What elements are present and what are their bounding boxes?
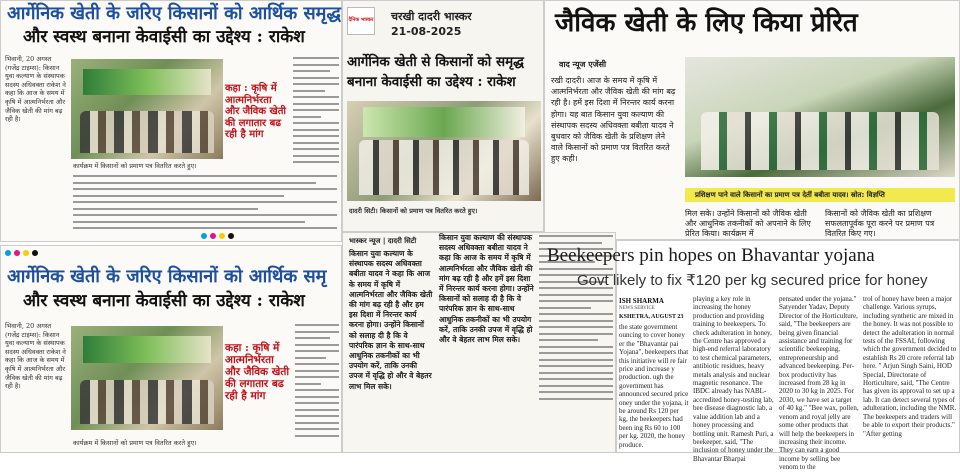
clip2-headline-line1: आर्गेनिक खेती से किसानों को समृद्ध (347, 54, 524, 70)
clip1-subhead-line3: और जैविक खेती (225, 106, 287, 117)
clip1-subhead-line1: कहा : कृषि में (225, 83, 277, 94)
clip6-service: NEWS SERVICE (619, 306, 655, 311)
clip1-subhead-line5: रही है मांग (225, 129, 264, 140)
news-clip-3 (544, 0, 960, 240)
clip2-edition: चरखी दादरी भास्कर (391, 10, 472, 23)
clip4-headline-line1: आर्गेनिक खेती के जरिए किसानों को आर्थिक समृ (7, 266, 327, 287)
clip4-right-column (295, 324, 339, 450)
clip2-body: किसान युवा कल्याण के संस्थापक सदस्य अधिवक्ता बबीता यादव ने कहा कि आज के समय में कृषि में आत्मनिर्भरता और जैविक खेती की मांग बढ़ रही है और हम इस दिशा में निरन्तर कार्य करना होगा। उन्होंने किसानों को सलाह दी है कि वे पारंपरिक ज्ञान के साथ-साथ आधुनिक तकनीकों का भी उपयोग करें, ताकि उनकी उपज में वृद्धि हो और वे बेहतर लाभ मिल सके। (349, 249, 433, 391)
clip5-right-edge (539, 235, 613, 449)
clip4-subhead-line4: की लगातार बढ (225, 378, 284, 391)
clip4-color-dots-left (5, 250, 38, 256)
clip4-headline-line2: और स्वस्थ बनाना केवाईसी का उद्देश्य : राकेश (23, 291, 305, 311)
clip4-subhead-line5: रही है मांग (225, 390, 266, 403)
clip6-col1: the state government ouncing to cover honey er the "Bhavantar pai Yojana", beekeepers that this initiative will re fair price and increase y production. ugh the government has announced secured price oney under the yojana, it be around Rs 120 per kg, the beekeepers had been ing Rs 60 to 100 per kg. 2020, the honey produce. (619, 323, 689, 449)
clip2-headline-line2: बनाना केवाईसी का उद्देश्य : राकेश (347, 74, 516, 90)
clip3-byline: वाद न्यूज एजेंसी (559, 60, 607, 69)
clip3-body: रखी दादरी। आज के समय में कृषि में आत्मनिर्भरता और जैविक खेती की मांग बढ़ रही है। हमें इस दिशा में निरन्तर कार्य करना होगा। यह बात किसान युवा कल्याण की संस्थापक सदस्य अधिवक्ता बबीता यादव ने बुधवार को जैविक खेती के प्रशिक्षण लेने वाले किसानों को प्रमाण पत्र वितरित करते हुए कही। (551, 76, 676, 164)
clip3-headline: जैविक खेती के लिए किया प्रेरित (555, 8, 858, 38)
clip4-subhead-line2: आत्मनिर्भरता (225, 354, 274, 367)
clip2-byline: भास्कर न्यूज | दादरी सिटी (349, 237, 417, 245)
clip1-subhead-box (225, 83, 291, 141)
clip1-right-column (293, 57, 339, 173)
news-clip-6 (547, 240, 960, 472)
clip1-text-columns (73, 175, 337, 235)
clip1-photo (71, 59, 223, 159)
clip4-caption: कार्यक्रम में किसानों को प्रमाण पत्र वितरित करते हुए। (73, 439, 197, 447)
clip6-col4: trol of honey have been a major challenge. Various syrups, including synthetic are mixed in the honey. It was not possible to detect the adulteration in normal tests of the FSSAI, following which the government decided to establish Rs 20 crore referral lab here. " Arjun Singh Saini, HOD Special, Directorate of Horticulture, said, "The Centre has given its approval to set up a lab. It can detect several types of adulteration, including the NMR. The beekeepers and traders will be able to export their products." "After getting (863, 295, 957, 438)
clip2-caption: दादरी सिटी। किसानों को प्रमाण पत्र वितरित करते हुए। (349, 207, 478, 215)
clip4-intro-column: भिवानी, 20 अगस्त (गजेंद्र टाइम्स): किसान युवा कल्याण के संस्थापक सदस्य अधिवक्ता राकेश ने कहा कि आज के समय में कृषि में आत्मनिर्भरता और जैविक खेती की मांग बढ़ रही है। (5, 322, 66, 391)
clip4-photo (71, 326, 223, 430)
clip3-col2: किसानों को जैविक खेती का प्रशिक्षण सफलतापूर्वक पूरा करने पर प्रमाण पत्र वितरित किए गए। (825, 209, 935, 238)
clip6-dateline: KSHETRA, AUGUST 23 (619, 314, 684, 320)
dainik-bhaskar-logo (347, 7, 375, 35)
clip5-body: किसान युवा कल्याण की संस्थापक सदस्य अधिवक्ता बबीता यादव ने कहा कि आज के समय में कृषि में आत्मनिर्भरता और जैविक खेती की मांग बढ़ रही है और हमें इस दिशा में निरन्तर कार्य करना होगा। उन्होंने किसानों को सलाह दी है कि वे पारंपरिक ज्ञान के साथ-साथ आधुनिक तकनीकों का भी उपयोग करें, ताकि उनकी उपज में वृद्धि हो और वे बेहतर लाभ मिल सके। (439, 233, 534, 345)
clip6-headline: Beekeepers pin hopes on Bhavantar yojana (547, 245, 875, 266)
clip3-photo (685, 57, 955, 177)
clip6-byline: ISH SHARMA (619, 297, 664, 305)
clip1-headline-line2: और स्वस्थ बनाना केवाईसी का उद्देश्य : राकेश (23, 27, 305, 47)
clip3-caption-bar (685, 188, 955, 202)
clip1-intro-column: भिवानी, 20 अगस्त (गजेंद्र टाइम्स): किसान युवा कल्याण के संस्थापक सदस्य अधिवक्ता राकेश ने कहा कि आज के समय में कृषि में आत्मनिर्भरता और जैविक खेती की मांग बढ़ रही है। (5, 55, 66, 124)
clip4-subhead-box (225, 342, 293, 402)
clip4-subhead-line1: कहा : कृषि में (225, 342, 280, 354)
news-clip-4 (0, 245, 342, 453)
clip6-col3: pensated under the yojana." Satyender Yadav, Deputy Director of the Horticulture, said, "The beekeepers are being given financial assistance and training for scientific beekeeping, entrepreneurship and advanced beekeeping. Per-box productivity has increased from 28 kg in 2020 to 30 kg in 2025. For 2030, we have set a target of 40 kg." "Bee wax, pollen, venom and royal jelly are some other products that will help the beekeepers in increasing their income. They can earn a good income by selling bee venom to the (779, 295, 859, 472)
clip1-caption: कार्यक्रम में किसानों को प्रमाण पत्र वितरित करते हुए। (73, 162, 197, 170)
logo-text: दैनिक भास्कर (348, 17, 374, 24)
clip1-color-dots (201, 233, 234, 239)
clip2-date: 21-08-2025 (391, 25, 462, 38)
clip1-subhead-line4: की लगातार बढ (225, 117, 281, 129)
clip1-headline-line1: आर्गेनिक खेती के जरिए किसानों को आर्थिक समृद्ध (7, 3, 341, 24)
clip3-col1: मिल सके। उन्होंने किसानों को जैविक खेती और आधुनिक तकनीकों को अपनाने के लिए प्रेरित किया। कार्यक्रम में (685, 209, 811, 238)
news-clip-2 (342, 0, 544, 232)
clip1-subhead-line2: आत्मनिर्भरता (225, 94, 272, 106)
clip3-caption: प्रशिक्षण पाने वाले किसानों का प्रमाण पत्र देतीं बबीता यादव। स्रोत: विज्ञप्ति (695, 190, 885, 199)
clip6-subhead: Govt likely to fix ₹120 per kg secured price for honey (577, 272, 928, 289)
clip6-col2: playing a key role in increasing the honey production and providing training to beekeepers. To check adulteration in honey, the Centre has approved a high-end referral laboratory to test chemical parameters, antibiotic residues, heavy metals analysis and nuclear magnetic resonance. The IBDC already has NABL-accredited honey-testing lab, bee disease diagnostic lab, a value addition lab and a honey processing and bottling unit. Ramesh Puri, a beekeeper, said, "The inclusion of honey under the Bhavantar Bharpai (693, 295, 774, 463)
clip4-subhead-line3: और जैविक खेती (225, 366, 290, 379)
clip2-photo (347, 101, 541, 201)
news-clip-1 (0, 0, 342, 242)
